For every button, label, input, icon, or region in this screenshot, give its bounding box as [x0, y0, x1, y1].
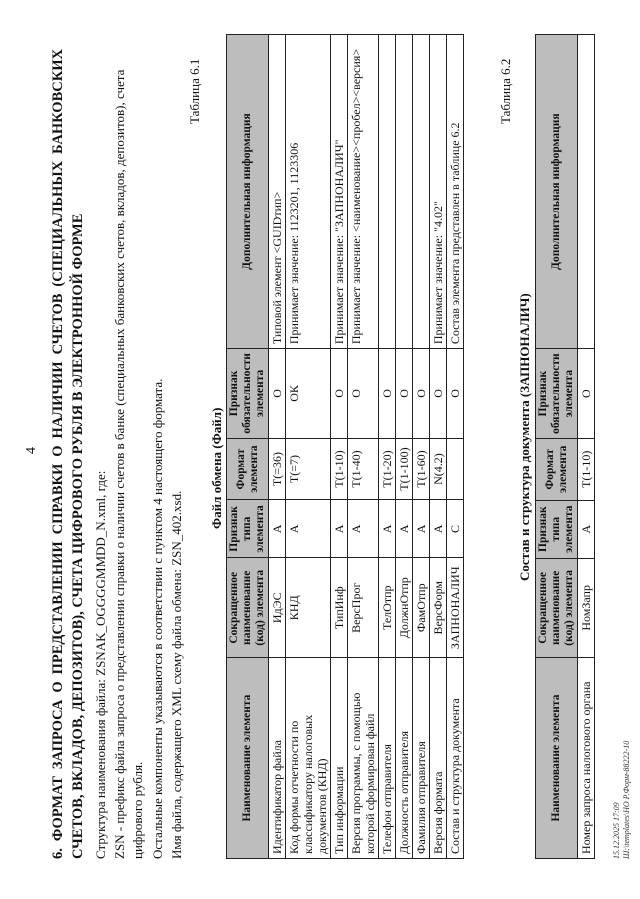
- header-cell: Наименование элемента: [536, 658, 578, 859]
- table-cell: Версия формата: [430, 658, 447, 859]
- table-cell: А: [578, 500, 595, 558]
- table-cell: Версия программы, с помощью которой сформирован файл: [348, 658, 379, 859]
- header-cell: Признак типа элемента: [536, 500, 578, 558]
- table-cell: А: [413, 500, 430, 558]
- table-cell: Идентификатор файла: [269, 658, 286, 859]
- table-row: [379, 35, 396, 859]
- table-cell: T(1-100): [396, 438, 413, 500]
- header-cell: Сокращенное наименование (код) элемента: [536, 558, 578, 657]
- table-cell: ВерсФорм: [430, 558, 447, 658]
- table-cell: Телефон отправителя: [379, 658, 396, 859]
- table-cell: Принимает значение: <наименование><пробел><версия>: [348, 35, 379, 349]
- template-path: Ш:\templates\НО Р.Форм-88222-10: [622, 740, 631, 859]
- table-header-row: [536, 35, 578, 859]
- table-cell: КНД: [286, 558, 331, 658]
- table-cell: ТелОтпр: [379, 558, 396, 658]
- table-cell: О: [379, 349, 396, 439]
- table-cell: А: [269, 500, 286, 558]
- table-cell: T(1-60): [413, 438, 430, 500]
- table-cell: Принимает значение: "4.02": [430, 35, 447, 349]
- table-cell: Принимает значение: 1123201, 1123306: [286, 35, 331, 349]
- header-cell: Признак обязательности элемента: [227, 349, 269, 439]
- table-row: [396, 35, 413, 859]
- table-cell: [447, 438, 464, 500]
- table-cell: T(1-20): [379, 438, 396, 500]
- table-cell: Номер запроса налогового органа: [578, 658, 595, 859]
- header-cell: Дополнительная информация: [227, 35, 269, 349]
- table-cell: T(1-40): [348, 438, 379, 500]
- section-heading: 6. ФОРМАТ ЗАПРОСА О ПРЕДСТАВЛЕНИИ СПРАВКИ О НАЛИЧИИ СЧЕТОВ (СПЕЦИАЛЬНЫХ БАНКОВСКИХ СЧЕТОВ, ВКЛАДОВ, ДЕПОЗИТОВ), СЧЕТА ЦИФРОВОГО РУБЛЯ В ЭЛЕКТРОННОЙ ФОРМЕ: [50, 49, 86, 859]
- table-cell: Код формы отчетности по классификатору налоговых документов (КНД): [286, 658, 331, 859]
- table-cell: С: [447, 500, 464, 558]
- print-timestamp: 15.12.2025 17:09: [612, 802, 621, 859]
- table-cell: ФамОтпр: [413, 558, 430, 658]
- document-structure-table: [535, 34, 595, 859]
- table-row: [286, 35, 331, 859]
- header-cell: Признак типа элемента: [227, 500, 269, 558]
- table-cell: О: [413, 349, 430, 439]
- table-cell: О: [578, 349, 595, 439]
- table-cell: [413, 35, 430, 349]
- table-row: [269, 35, 286, 859]
- table-row: [413, 35, 430, 859]
- table-cell: [396, 35, 413, 349]
- table-cell: Тип информации: [331, 658, 348, 859]
- table-row: [447, 35, 464, 859]
- table-cell: [578, 35, 595, 349]
- table-cell: T(1-10): [578, 438, 595, 500]
- table2-title: Состав и структура документа (ЗАПНОНАЛИЧ): [517, 293, 532, 581]
- table-cell: ТипИнф: [331, 558, 348, 658]
- table-cell: А: [286, 500, 331, 558]
- table-cell: Состав элемента представлен в таблице 6.2: [447, 35, 464, 349]
- table-cell: [379, 35, 396, 349]
- table-cell: НомЗапр: [578, 558, 595, 657]
- table-cell: Состав и структура документа: [447, 658, 464, 859]
- table-cell: ВерсПрог: [348, 558, 379, 658]
- table-cell: ИдЭС: [269, 558, 286, 658]
- table-cell: О: [269, 349, 286, 439]
- table-cell: N(4.2): [430, 438, 447, 500]
- schema-paragraph: Имя файла, содержащего XML схему файла обмена: ZSN_402.xsd.: [169, 490, 184, 859]
- table-cell: А: [348, 500, 379, 558]
- table-row: [430, 35, 447, 859]
- table-cell: Фамилия отправителя: [413, 658, 430, 859]
- table-cell: ОК: [286, 349, 331, 439]
- header-cell: Сокращенное наименование (код) элемента: [227, 558, 269, 658]
- table-row: [331, 35, 348, 859]
- table-cell: А: [379, 500, 396, 558]
- table-cell: T(=7): [286, 438, 331, 500]
- table-cell: О: [348, 349, 379, 439]
- table-cell: Типовой элемент <GUIDтип>: [269, 35, 286, 349]
- page-number: 4: [24, 447, 39, 454]
- table-cell: T(=36): [269, 438, 286, 500]
- table-row: [578, 35, 595, 859]
- table-cell: О: [396, 349, 413, 439]
- table-cell: T(1-10): [331, 438, 348, 500]
- header-cell: Наименование элемента: [227, 658, 269, 859]
- table-cell: А: [396, 500, 413, 558]
- table-row: [348, 35, 379, 859]
- table-cell: ЗАПНОНАЛИЧ: [447, 558, 464, 658]
- header-cell: Формат элемента: [536, 438, 578, 500]
- table-cell: А: [430, 500, 447, 558]
- header-cell: Признак обязательности элемента: [536, 349, 578, 439]
- components-paragraph: Остальные компоненты указываются в соответствии с пунктом 4 настоящего формата.: [150, 378, 165, 859]
- table-cell: А: [331, 500, 348, 558]
- header-cell: Формат элемента: [227, 438, 269, 500]
- table-cell: ДолжнОтпр: [396, 558, 413, 658]
- table-cell: О: [447, 349, 464, 439]
- table1-title: Файл обмена (Файл): [209, 407, 224, 529]
- table-cell: Должность отправителя: [396, 658, 413, 859]
- prefix-paragraph: ZSN - префикс файла запроса о представлении справки о наличии счетов в банке (специальных банковских счетов, вкладов, депозитов), счета цифрового рубля.: [112, 69, 145, 859]
- table-cell: О: [430, 349, 447, 439]
- table-header-row: [227, 35, 269, 859]
- table-cell: Принимает значение: "ЗАПНОНАЛИЧ": [331, 35, 348, 349]
- table2-caption: Таблица 6.2: [498, 58, 513, 124]
- table-cell: О: [331, 349, 348, 439]
- file-exchange-table: [226, 34, 464, 859]
- header-cell: Дополнительная информация: [536, 35, 578, 349]
- table1-caption: Таблица 6.1: [187, 58, 202, 124]
- filename-structure-paragraph: Структура наименования файла: ZSNAK_OGGGGMMDD_N.xml, где:: [93, 470, 108, 859]
